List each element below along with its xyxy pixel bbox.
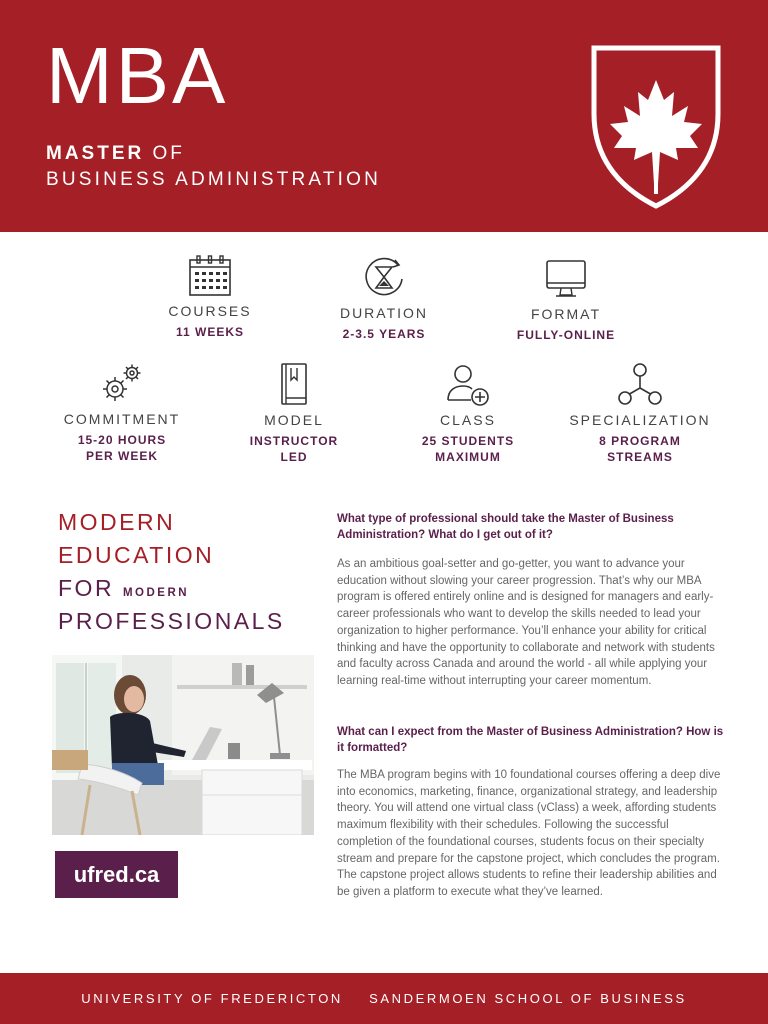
headline-line1: MODERN <box>58 509 176 535</box>
stat-value <box>204 434 384 465</box>
stat-value-line2: STREAMS <box>607 449 673 464</box>
stat-value: FULLY-ONLINE <box>516 328 616 342</box>
answer-1: As an ambitious goal-setter and go-getter, you want to advance your education without slowing your career progression. That’s why our MBA program is offered entirely online and is designed for managers and early-career professionals who want to develop the skills needed to lead your organization to higher performance. You’ll enhance your ability for critical thinking and have the opportunity to collaborate and network with students and faculty across Canada and around the world - all while applying your learning real-time without interrupting your career momentum. <box>337 558 715 687</box>
stat-value-line1: 8 PROGRAM <box>599 434 681 448</box>
stat-label: FORMAT <box>530 306 602 322</box>
answer-2: The MBA program begins with 10 foundational courses offering a deep dive into economics, marketing, finance, organizational strategy, and leadership theory. You will attend one virtual class (vClass) a week, affording students maximum flexibility with their schedules. Following the successful completion of the foundational courses, students focus on their specialty stream and prepare for the capstone project, which concludes the program. The capstone project allows students to refine their leadership abilities and be given a platform to execute what they’ve learned. <box>337 769 721 898</box>
network-icon <box>617 362 663 406</box>
stat-duration <box>294 255 474 343</box>
user-plus-icon <box>445 362 491 406</box>
headline-line2: EDUCATION <box>58 542 215 568</box>
hourglass-icon <box>362 255 406 299</box>
stat-label: COMMITMENT <box>63 411 181 427</box>
page-title: MBA <box>46 31 229 120</box>
stat-label: DURATION <box>339 305 429 321</box>
stat-label: SPECIALIZATION <box>569 412 711 428</box>
stat-model <box>204 362 384 465</box>
headline-line4: PROFESSIONALS <box>58 608 285 634</box>
stat-value: 11 WEEKS <box>175 325 245 339</box>
stat-class <box>378 362 558 465</box>
stat-value-line2: LED <box>280 449 308 464</box>
program-subtitle-line2: BUSINESS ADMINISTRATION <box>46 169 382 190</box>
stat-commitment <box>32 361 212 464</box>
gears-icon <box>99 361 145 405</box>
stat-value <box>550 434 730 465</box>
website-badge[interactable]: ufred.ca <box>55 851 178 898</box>
headline-line3 <box>58 572 285 605</box>
program-subtitle-line1 <box>46 143 185 165</box>
header-banner <box>0 0 768 232</box>
stat-specialization <box>550 362 730 465</box>
section-headline <box>58 506 285 638</box>
headline-line3-regular: FOR <box>58 575 123 601</box>
monitor-icon <box>544 258 588 300</box>
stat-value: 2-3.5 YEARS <box>342 327 426 341</box>
stat-value-line1: 15-20 HOURS <box>77 433 167 447</box>
stat-label: CLASS <box>440 412 496 428</box>
stat-label: COURSES <box>168 303 252 319</box>
footer-school: SANDERMOEN SCHOOL OF BUSINESS <box>369 991 687 1006</box>
footer-university: UNIVERSITY OF FREDERICTON <box>81 991 343 1006</box>
question-2: What can I expect from the Master of Business Administration? How is it formatted? <box>337 726 724 754</box>
stat-value <box>378 434 558 465</box>
stat-value <box>32 433 212 464</box>
question-1: What type of professional should take the Master of Business Administration? What do I get out of it? <box>337 513 674 541</box>
subtitle-rest: OF <box>144 143 185 164</box>
student-working-photo <box>52 655 314 835</box>
headline-line3-bold: MODERN <box>122 587 190 599</box>
stat-value-line2: MAXIMUM <box>435 449 501 464</box>
stat-format <box>476 258 656 344</box>
stat-courses <box>120 255 300 341</box>
footer-banner <box>0 973 768 1024</box>
maple-leaf-shield-logo <box>590 44 722 210</box>
subtitle-bold: MASTER <box>46 143 145 164</box>
book-icon <box>279 362 309 406</box>
stat-value-line1: INSTRUCTOR <box>249 434 339 448</box>
stat-value-line2: PER WEEK <box>85 448 158 463</box>
stat-label: MODEL <box>264 412 324 428</box>
calendar-icon <box>188 255 232 297</box>
stat-value-line1: 25 STUDENTS <box>421 434 515 448</box>
